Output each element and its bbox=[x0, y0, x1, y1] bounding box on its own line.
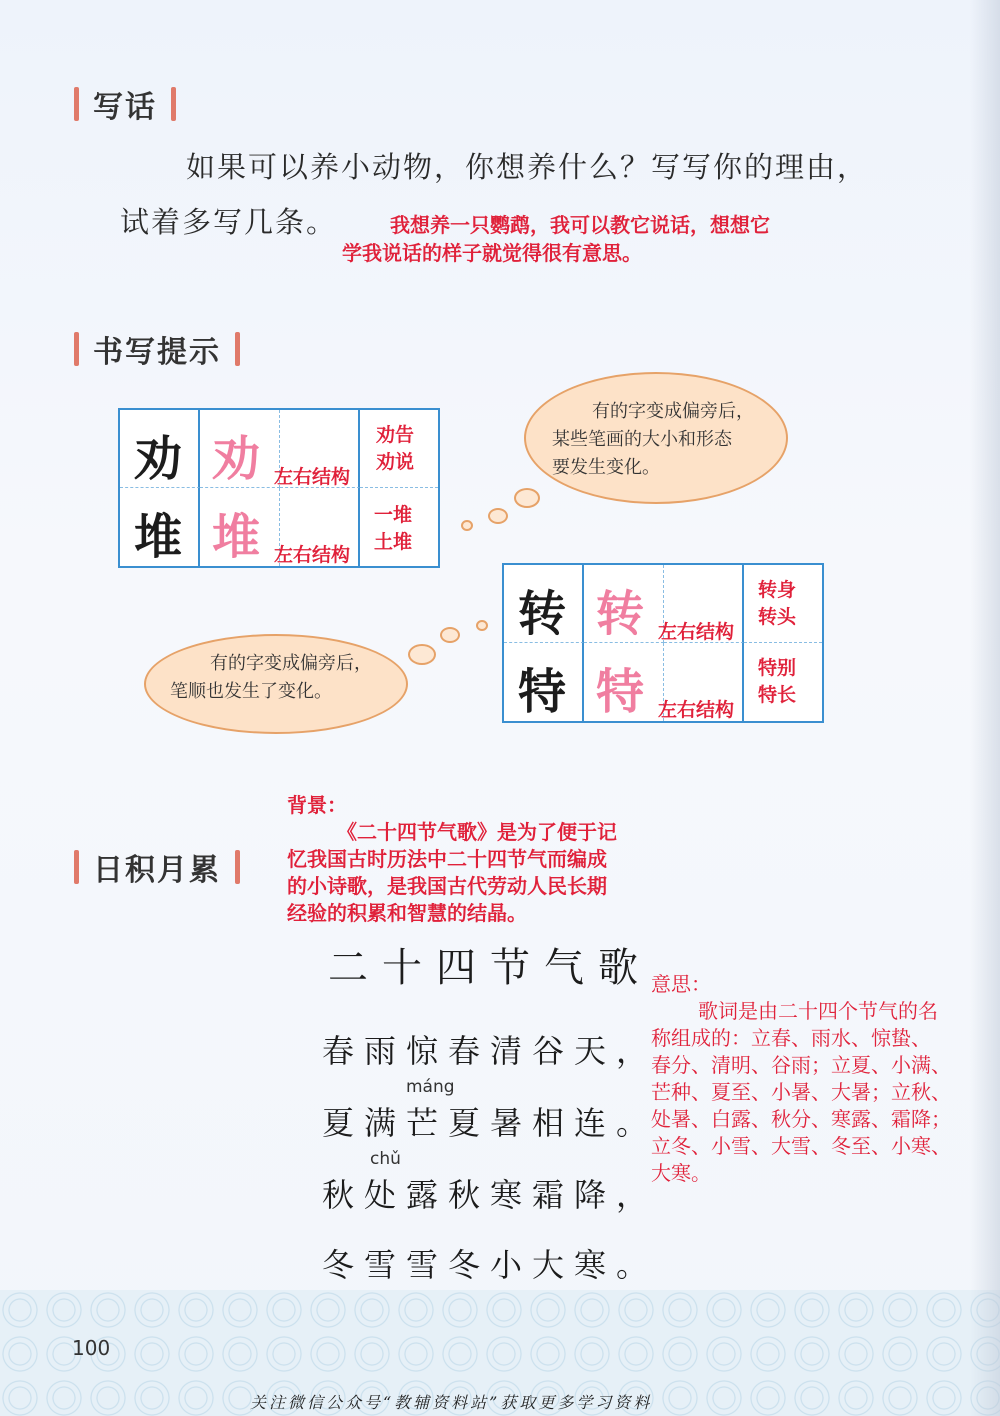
cloud-line: 有的字变成偏旁后， bbox=[592, 401, 754, 422]
page-number: 100 bbox=[72, 1336, 111, 1360]
word-list bbox=[376, 422, 414, 476]
cloud-line: 笔顺也发生了变化。 bbox=[170, 681, 332, 702]
model-char: 特 bbox=[518, 664, 567, 720]
cloud-line: 某些笔画的大小和形态 bbox=[552, 429, 732, 450]
section-title-writing: 写话 bbox=[93, 90, 157, 125]
thought-bubble bbox=[514, 488, 540, 508]
meaning-label: 意思： bbox=[651, 972, 711, 996]
grid-cell bbox=[360, 410, 438, 488]
grid-cell bbox=[200, 488, 280, 566]
word-item: 特别 bbox=[758, 657, 797, 679]
grid-cell bbox=[274, 488, 360, 566]
section-title-accumulate: 日积月累 bbox=[93, 853, 221, 888]
grid-cell bbox=[360, 488, 438, 566]
grid-cell bbox=[658, 565, 744, 643]
structure-label: 左右结构 bbox=[658, 621, 735, 643]
section-bar-right bbox=[171, 87, 176, 121]
word-item: 劝告 bbox=[376, 424, 415, 446]
cloud-line: 有的字变成偏旁后， bbox=[210, 653, 372, 674]
section-tips-header bbox=[74, 327, 240, 371]
poem-title: 二十四节气歌 bbox=[328, 945, 652, 991]
grid-cell bbox=[120, 488, 200, 566]
grid-cell bbox=[584, 643, 664, 721]
practice-char: 劝 bbox=[212, 431, 261, 487]
writing-grid-2 bbox=[502, 563, 824, 723]
writing-answer-line2: 学我说话的样子就觉得很有意思。 bbox=[342, 241, 642, 265]
background-line3: 的小诗歌，是我国古代劳动人民长期 bbox=[287, 874, 607, 898]
thought-bubble bbox=[488, 508, 508, 524]
section-title-tips: 书写提示 bbox=[93, 335, 221, 370]
grid-cell bbox=[744, 643, 822, 721]
pinyin-chu: chǔ bbox=[370, 1149, 401, 1169]
grid-cell bbox=[200, 410, 280, 488]
grid-cell bbox=[584, 565, 664, 643]
section-bar-left bbox=[74, 850, 79, 884]
background-line4: 经验的积累和智慧的结晶。 bbox=[287, 901, 527, 925]
writing-grid-1 bbox=[118, 408, 440, 568]
grid-cell bbox=[658, 643, 744, 721]
meaning-line: 称组成的：立春、雨水、惊蛰、 bbox=[651, 1026, 931, 1050]
poem-line-3: 秋处露秋寒霜降， bbox=[322, 1176, 659, 1214]
grid-cell bbox=[504, 643, 584, 721]
word-list bbox=[758, 577, 796, 631]
thought-bubble bbox=[440, 627, 460, 643]
practice-char: 堆 bbox=[212, 509, 261, 565]
word-item: 劝说 bbox=[376, 451, 415, 473]
meaning-line: 春分、清明、谷雨；立夏、小满、 bbox=[651, 1053, 951, 1077]
page-edge-shadow bbox=[970, 0, 1000, 1416]
thought-bubble bbox=[408, 644, 436, 665]
writing-answer-line1: 我想养一只鹦鹉，我可以教它说话，想想它 bbox=[390, 213, 770, 237]
grid-cell bbox=[120, 410, 200, 488]
structure-label: 左右结构 bbox=[274, 466, 351, 488]
practice-char: 转 bbox=[596, 586, 645, 642]
word-item: 一堆 bbox=[374, 504, 413, 526]
poem-line-2: 夏满芒夏暑相连。 bbox=[322, 1104, 659, 1142]
cloud-line: 要发生变化。 bbox=[552, 457, 660, 478]
background-line2: 忆我国古时历法中二十四节气而编成 bbox=[287, 847, 607, 871]
meaning-line: 芒种、夏至、小暑、大暑；立秋、 bbox=[651, 1080, 951, 1104]
grid-cell bbox=[744, 565, 822, 643]
meaning-line: 立冬、小雪、大雪、冬至、小寒、 bbox=[651, 1134, 951, 1158]
grid-cell bbox=[504, 565, 584, 643]
practice-char: 特 bbox=[596, 664, 645, 720]
thought-bubble bbox=[476, 620, 488, 631]
section-bar-left bbox=[74, 87, 79, 121]
model-char: 转 bbox=[518, 586, 567, 642]
writing-prompt-line1: 如果可以养小动物，你想养什么？写写你的理由， bbox=[186, 150, 869, 184]
background-label: 背景： bbox=[287, 793, 347, 817]
section-bar-right bbox=[235, 850, 240, 884]
section-accumulate-header bbox=[74, 845, 240, 889]
cloud-text-1 bbox=[552, 398, 754, 482]
meaning-line: 歌词是由二十四个节气的名 bbox=[698, 999, 938, 1023]
footer-watermark: 关注微信公众号“教辅资料站”获取更多学习资料 bbox=[250, 1393, 653, 1412]
model-char: 劝 bbox=[134, 431, 183, 487]
section-bar-left bbox=[74, 332, 79, 366]
writing-prompt-line2: 试着多写几条。 bbox=[120, 205, 338, 239]
structure-label: 左右结构 bbox=[658, 699, 735, 721]
poem-line-1: 春雨惊春清谷天， bbox=[322, 1032, 659, 1070]
model-char: 堆 bbox=[134, 509, 183, 565]
poem-line-4: 冬雪雪冬小大寒。 bbox=[322, 1246, 659, 1284]
word-item: 转头 bbox=[758, 606, 797, 628]
section-writing-header bbox=[74, 82, 176, 126]
cloud-text-2 bbox=[170, 650, 372, 706]
thought-bubble bbox=[461, 520, 473, 531]
grid-cell bbox=[274, 410, 360, 488]
word-list bbox=[374, 502, 412, 556]
pinyin-mang: máng bbox=[406, 1077, 455, 1097]
word-item: 特长 bbox=[758, 684, 797, 706]
background-line1: 《二十四节气歌》是为了便于记 bbox=[337, 820, 617, 844]
meaning-line: 处暑、白露、秋分、寒露、霜降； bbox=[651, 1107, 951, 1131]
word-item: 土堆 bbox=[374, 531, 413, 553]
structure-label: 左右结构 bbox=[274, 544, 351, 566]
meaning-line: 大寒。 bbox=[651, 1161, 711, 1185]
word-item: 转身 bbox=[758, 579, 797, 601]
section-bar-right bbox=[235, 332, 240, 366]
word-list bbox=[758, 655, 796, 709]
